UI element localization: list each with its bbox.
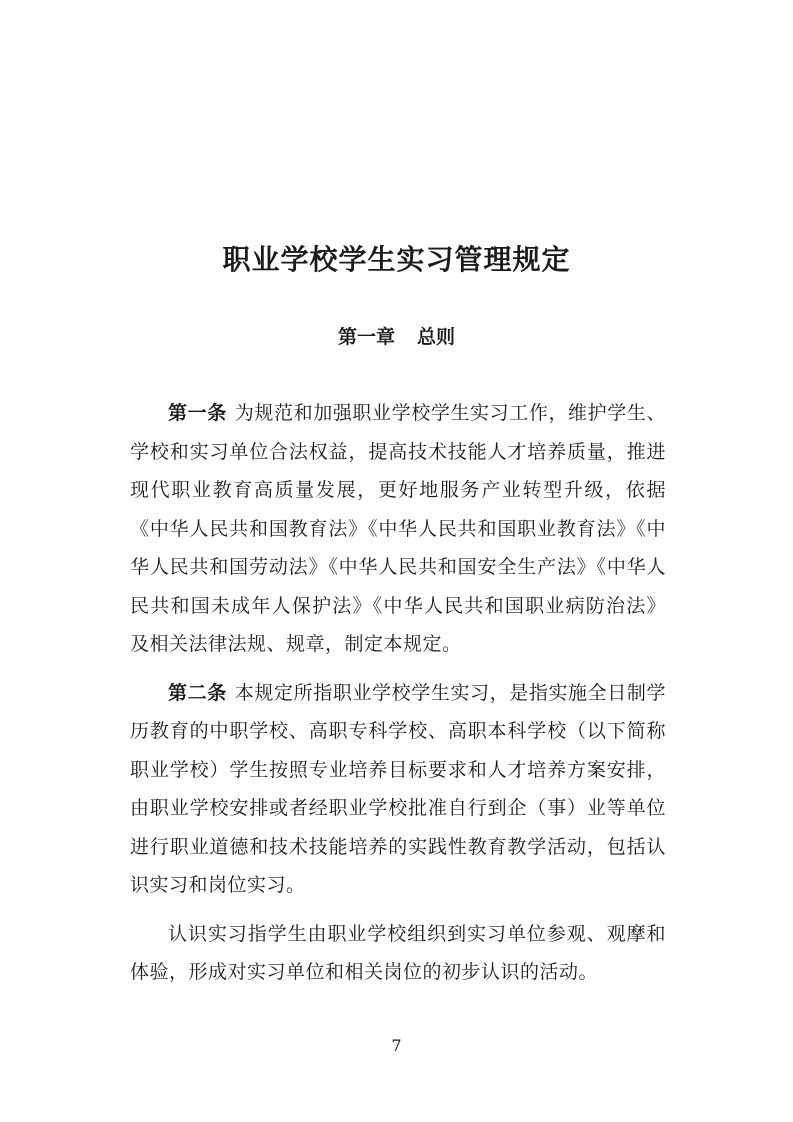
article-label: 第一条	[168, 402, 227, 424]
article-label: 第二条	[168, 681, 227, 704]
article-text: 本规定所指职业学校学生实习，是指实施全日制学历教育的中职学校、高职专科学校、高职本科学校（以下简称职业学校）学生按照专业培养目标要求和人才培养方案安排，由职业学校安排或者经职业学校批准自行到企（事）业等单位进行职业道德和技术技能培养的实践性教育教学活动，包括认识实习和岗位实习。	[130, 681, 666, 896]
document-title: 职业学校学生实习管理规定	[222, 243, 571, 276]
page-number: 7	[391, 1036, 402, 1055]
chapter-heading	[0, 322, 793, 349]
chapter-name: 总则	[417, 326, 456, 348]
definition-paragraph: 认识实习指学生由职业学校组织到实习单位参观、观摩和体验，形成对实习单位和相关岗位的初步认识的活动。	[130, 922, 666, 983]
chapter-number: 第一章	[337, 326, 395, 348]
article-1-paragraph	[130, 394, 666, 664]
document-body	[130, 394, 666, 1002]
article-2-paragraph	[130, 674, 666, 905]
article-text: 为规范和加强职业学校学生实习工作，维护学生、学校和实习单位合法权益，提高技术技能人才培养质量，推进现代职业教育高质量发展，更好地服务产业转型升级，依据《中华人民共和国教育法》《中华人民共和国职业教育法》《中华人民共和国劳动法》《中华人民共和国安全生产法》《中华人民共和国未成年人保护法》《中华人民共和国职业病防治法》及相关法律法规、规章，制定本规定。	[130, 402, 666, 655]
